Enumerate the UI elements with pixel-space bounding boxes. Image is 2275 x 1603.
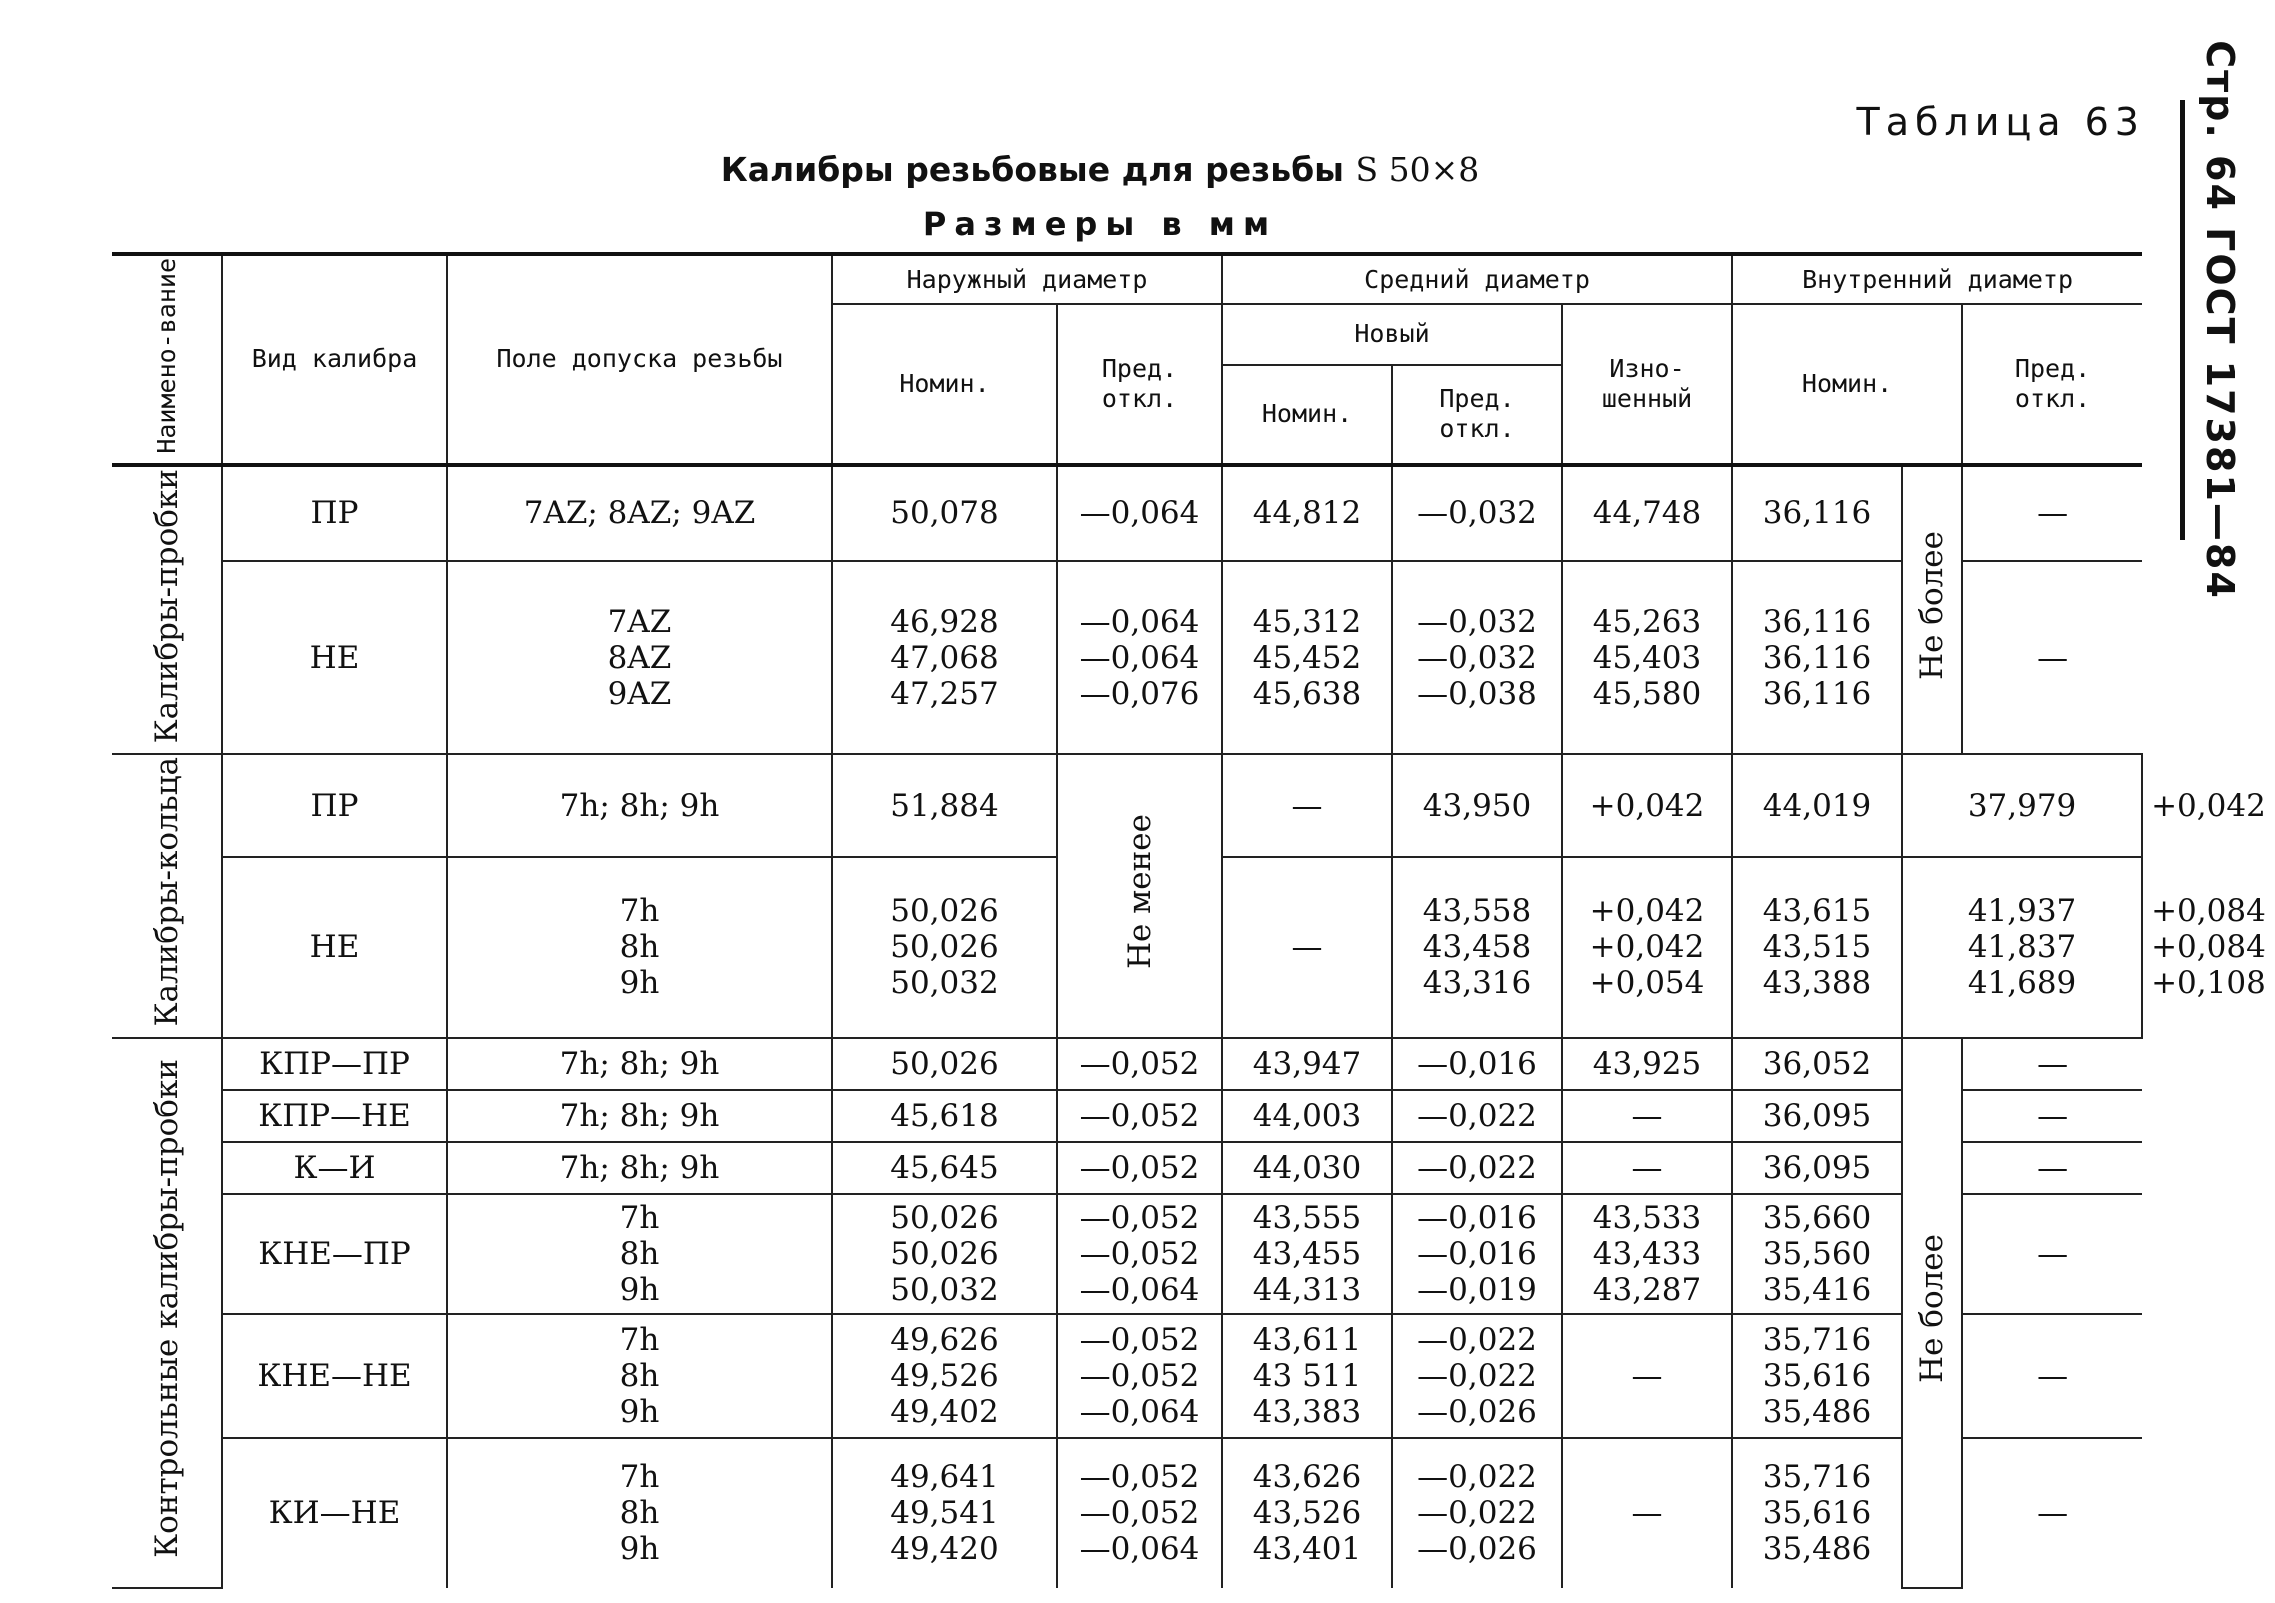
worn-value: 43,925 [1562, 1038, 1732, 1090]
gauge-kind: ПР [222, 754, 447, 857]
note-ne-bolee-2 [1902, 1038, 1962, 1588]
side-rule [2180, 100, 2185, 540]
gauge-kind: КНЕ—НЕ [222, 1314, 447, 1438]
group-label-g2-text: Калибры-кольца [148, 757, 185, 1027]
group-label-g1 [112, 465, 222, 754]
header-new: Новый [1222, 304, 1562, 365]
outer-nom: 50,026 [832, 1038, 1057, 1090]
inner-dev: — [1962, 1038, 2142, 1090]
gauge-kind: КПР—НЕ [222, 1090, 447, 1142]
middle-dev: —0,016 —0,016 —0,019 [1392, 1194, 1562, 1314]
group-label-g2 [112, 754, 222, 1038]
outer-dev: —0,064 —0,064 —0,076 [1057, 561, 1222, 754]
note-ne-menee-text: Не менее [1121, 814, 1158, 970]
table-row [112, 1142, 2142, 1194]
page-side-label [2190, 40, 2250, 600]
table-body [112, 465, 2266, 1588]
middle-nom: 43,555 43,455 44,313 [1222, 1194, 1392, 1314]
tolerance-field: 7h; 8h; 9h [447, 754, 832, 857]
group-label-g3 [112, 1038, 222, 1588]
middle-dev: —0,022 —0,022 —0,026 [1392, 1438, 1562, 1588]
inner-nom: 36,052 [1732, 1038, 1902, 1090]
inner-dev: — [1962, 561, 2142, 754]
outer-nom: 49,641 49,541 49,420 [832, 1438, 1057, 1588]
middle-dev: —0,022 [1392, 1142, 1562, 1194]
gauge-kind: КНЕ—ПР [222, 1194, 447, 1314]
inner-dev: — [1962, 1142, 2142, 1194]
outer-nom: 46,928 47,068 47,257 [832, 561, 1057, 754]
inner-nom: 36,116 [1732, 465, 1902, 561]
header-outer-nom: Номин. [832, 304, 1057, 465]
tolerance-field: 7h; 8h; 9h [447, 1038, 832, 1090]
gauge-kind: К—И [222, 1142, 447, 1194]
header-kind: Вид калибра [222, 254, 447, 465]
page-number: Стр. 64 ГОСТ 17381—84 [2198, 40, 2242, 600]
header-field: Поле допуска резьбы [447, 254, 832, 465]
table-row [112, 1038, 2142, 1090]
inner-nom: 35,716 35,616 35,486 [1732, 1438, 1902, 1588]
note-ne-bolee [1902, 465, 1962, 754]
inner-nom: 36,116 36,116 36,116 [1732, 561, 1902, 754]
middle-dev: —0,032 [1392, 465, 1562, 561]
tolerance-field: 7h 8h 9h [447, 1194, 832, 1314]
header-outer: Наружный диаметр [832, 254, 1222, 304]
header-inner-dev: Пред. откл. [1962, 304, 2142, 465]
table-title [600, 150, 1600, 189]
outer-dev: —0,052 —0,052 —0,064 [1057, 1194, 1222, 1314]
middle-dev: —0,032 —0,032 —0,038 [1392, 561, 1562, 754]
middle-dev: —0,016 [1392, 1038, 1562, 1090]
worn-value: 44,748 [1562, 465, 1732, 561]
outer-nom: 49,626 49,526 49,402 [832, 1314, 1057, 1438]
inner-nom: 41,937 41,837 41,689 [1902, 857, 2142, 1037]
inner-nom: 35,660 35,560 35,416 [1732, 1194, 1902, 1314]
worn-value: 43,533 43,433 43,287 [1562, 1194, 1732, 1314]
outer-nom: 50,026 50,026 50,032 [832, 857, 1057, 1037]
worn-value: — [1562, 1314, 1732, 1438]
outer-nom: 51,884 [832, 754, 1057, 857]
middle-nom: 43,558 43,458 43,316 [1392, 857, 1562, 1037]
header-middle-nom: Номин. [1222, 365, 1392, 465]
units-caption: Размеры в мм [922, 205, 1278, 243]
middle-nom: 44,812 [1222, 465, 1392, 561]
gauge-kind: НЕ [222, 857, 447, 1037]
table-row [112, 465, 2142, 561]
outer-nom: 45,645 [832, 1142, 1057, 1194]
table-row: НЕ 7h 8h 9h 50,026 50,026 50,032 — 43,558 43,458 43,316 +0,042 +0,042 +0,054 43,615 43,515 43,388 41,937 41,837 41,689 +0,084 +0,084 +0,108 [112, 857, 2142, 1037]
table-row [112, 1314, 2142, 1438]
outer-dev: —0,052 [1057, 1090, 1222, 1142]
outer-dev: —0,052 —0,052 —0,064 [1057, 1438, 1222, 1588]
middle-nom: 44,030 [1222, 1142, 1392, 1194]
title-main: Калибры резьбовые для резьбы [720, 150, 1345, 189]
inner-nom: 35,716 35,616 35,486 [1732, 1314, 1902, 1438]
table-row [112, 1090, 2142, 1142]
header-name: Наимено-вание [112, 254, 222, 465]
worn-value: — [1562, 1438, 1732, 1588]
table-row: Калибры-кольца ПР 7h; 8h; 9h 51,884 Не менее — 43,950 +0,042 44,019 37,979 +0,042 [112, 754, 2142, 857]
inner-nom: 36,095 [1732, 1142, 1902, 1194]
worn-value: — [1562, 1090, 1732, 1142]
gauge-kind: КИ—НЕ [222, 1438, 447, 1588]
gauge-kind: НЕ [222, 561, 447, 754]
middle-nom: 43,947 [1222, 1038, 1392, 1090]
outer-dev: —0,052 [1057, 1038, 1222, 1090]
header-middle: Средний диаметр [1222, 254, 1732, 304]
inner-dev: — [1962, 465, 2142, 561]
inner-dev: — [1962, 1090, 2142, 1142]
title-thread: S 50×8 [1355, 150, 1480, 189]
header-worn: Изно-шенный [1562, 304, 1732, 465]
group-label-g3-text: Контрольные калибры-пробки [148, 1059, 185, 1558]
inner-nom: 37,979 [1902, 754, 2142, 857]
tolerance-field: 7AZ 8AZ 9AZ [447, 561, 832, 754]
gauge-kind: КПР—ПР [222, 1038, 447, 1090]
note-ne-bolee-2-text: Не более [1914, 1234, 1951, 1384]
worn-value: 45,263 45,403 45,580 [1562, 561, 1732, 754]
middle-nom: 43,611 43 511 43,383 [1222, 1314, 1392, 1438]
middle-nom: 44,003 [1222, 1090, 1392, 1142]
table-row [112, 1194, 2142, 1314]
header-outer-dev: Пред. откл. [1057, 304, 1222, 465]
tolerance-field: 7h 8h 9h [447, 857, 832, 1037]
worn-value: 43,615 43,515 43,388 [1732, 857, 1902, 1037]
outer-dev: — [1222, 754, 1392, 857]
header-inner-nom: Номин. [1732, 304, 1962, 465]
middle-dev: +0,042 +0,042 +0,054 [1562, 857, 1732, 1037]
table-row [112, 561, 2142, 754]
table-header [112, 254, 2142, 465]
outer-nom: 45,618 [832, 1090, 1057, 1142]
worn-value: — [1562, 1142, 1732, 1194]
middle-nom: 43,950 [1392, 754, 1562, 857]
tolerance-field: 7h; 8h; 9h [447, 1090, 832, 1142]
middle-dev: —0,022 —0,022 —0,026 [1392, 1314, 1562, 1438]
outer-nom: 50,078 [832, 465, 1057, 561]
table-number: Таблица 63 [1856, 100, 2145, 144]
outer-nom: 50,026 50,026 50,032 [832, 1194, 1057, 1314]
note-ne-menee [1057, 754, 1222, 1038]
tolerance-field: 7h 8h 9h [447, 1314, 832, 1438]
middle-dev: —0,022 [1392, 1090, 1562, 1142]
outer-dev: —0,052 [1057, 1142, 1222, 1194]
header-middle-dev: Пред. откл. [1392, 365, 1562, 465]
outer-dev: — [1222, 857, 1392, 1037]
middle-dev: +0,042 [1562, 754, 1732, 857]
inner-dev: — [1962, 1314, 2142, 1438]
group-label-g1-text: Калибры-пробки [148, 468, 185, 744]
inner-nom: 36,095 [1732, 1090, 1902, 1142]
inner-dev: — [1962, 1438, 2142, 1588]
header-inner: Внутренний диаметр [1732, 254, 2142, 304]
middle-nom: 43,626 43,526 43,401 [1222, 1438, 1392, 1588]
worn-value: 44,019 [1732, 754, 1902, 857]
tolerance-field: 7h 8h 9h [447, 1438, 832, 1588]
inner-dev: — [1962, 1194, 2142, 1314]
table-row [112, 1438, 2142, 1588]
gauge-kind: ПР [222, 465, 447, 561]
tolerance-field: 7AZ; 8AZ; 9AZ [447, 465, 832, 561]
outer-dev: —0,064 [1057, 465, 1222, 561]
outer-dev: —0,052 —0,052 —0,064 [1057, 1314, 1222, 1438]
note-ne-bolee-text: Не более [1914, 531, 1951, 681]
middle-nom: 45,312 45,452 45,638 [1222, 561, 1392, 754]
tolerance-field: 7h; 8h; 9h [447, 1142, 832, 1194]
